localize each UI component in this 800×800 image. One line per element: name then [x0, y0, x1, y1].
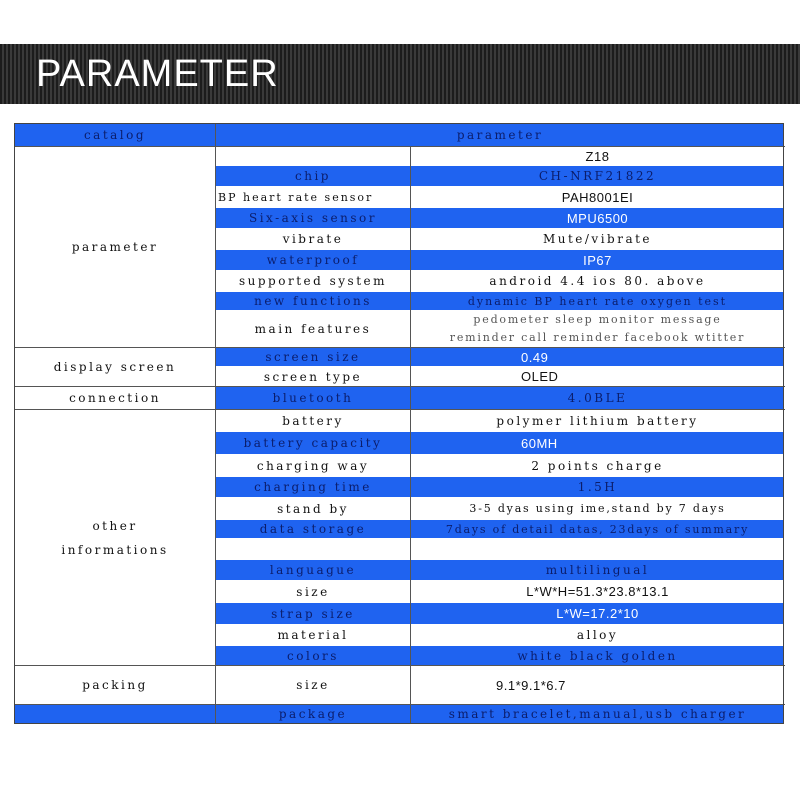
size-label: size — [216, 581, 410, 602]
screen-type-label: screen type — [216, 367, 410, 386]
size-value: L*W*H=51.3*23.8*13.1 — [411, 581, 784, 602]
chip-value: CH-NRF21822 — [411, 166, 784, 186]
bp-sensor-label: BP heart rate sensor — [216, 187, 410, 207]
group-packing: packing — [15, 666, 215, 704]
group-connection: connection — [15, 387, 215, 409]
divider-other — [15, 665, 785, 666]
screen-type-value: OLED — [411, 367, 784, 386]
divider-parameter — [15, 347, 785, 348]
stand-by-value: 3-5 dyas using ime,stand by 7 days — [411, 498, 784, 519]
waterproof-label: waterproof — [216, 250, 410, 270]
screen-size-label: screen size — [216, 348, 410, 366]
group-other-line-2: informations — [61, 542, 169, 557]
catalog-header: catalog — [15, 124, 215, 146]
main-features-value — [411, 311, 784, 347]
divider-head — [15, 146, 785, 147]
strap-size-value: L*W=17.2*10 — [411, 603, 784, 624]
main-features-line-2: reminder call reminder facebook wtitter — [449, 331, 746, 344]
bluetooth-value: 4.0BLE — [411, 387, 784, 409]
blank-value — [411, 539, 784, 559]
six-axis-value: MPU6500 — [411, 208, 784, 228]
vibrate-value: Mute/vibrate — [411, 229, 784, 249]
packing-size-value: 9.1*9.1*6.7 — [411, 666, 784, 704]
chip-label: chip — [216, 166, 410, 186]
colors-label: colors — [216, 646, 410, 665]
charging-way-value: 2 points charge — [411, 455, 784, 476]
parameter-header: parameter — [216, 124, 784, 146]
waterproof-value: IP67 — [411, 250, 784, 270]
colors-value: white black golden — [411, 646, 784, 665]
divider-connection — [15, 409, 785, 410]
bp-sensor-value: PAH8001EI — [411, 187, 784, 207]
strap-size-label: strap size — [216, 603, 410, 624]
screen-size-value: 0.49 — [411, 348, 784, 366]
charging-time-label: charging time — [216, 477, 410, 497]
data-storage-label: data storage — [216, 520, 410, 538]
charging-time-value: 1.5H — [411, 477, 784, 497]
group-other-informations — [15, 410, 215, 665]
battery-capacity-value: 60MH — [411, 432, 784, 454]
group-packing-blank — [15, 705, 215, 723]
divider-display — [15, 386, 785, 387]
header-banner — [0, 44, 800, 104]
main-features-line-1: pedometer sleep monitor message — [473, 313, 722, 326]
battery-label: battery — [216, 410, 410, 431]
page-title: PARAMETER — [36, 53, 279, 95]
charging-way-label: charging way — [216, 455, 410, 476]
data-storage-value: 7days of detail datas, 23days of summary — [411, 520, 784, 538]
main-features-label: main features — [216, 311, 410, 347]
language-value: multilingual — [411, 560, 784, 580]
divider-catalog — [215, 123, 216, 724]
supported-system-label: supported system — [216, 271, 410, 291]
package-value: smart bracelet,manual,usb charger — [411, 705, 784, 723]
blank-label — [216, 539, 410, 559]
packing-size-label: size — [216, 666, 410, 704]
model-label — [216, 147, 410, 165]
new-functions-label: new functions — [216, 292, 410, 310]
six-axis-label: Six-axis sensor — [216, 208, 410, 228]
group-other-line-1: other — [92, 518, 138, 533]
package-label: package — [216, 705, 410, 723]
divider-value — [410, 146, 411, 724]
material-label: material — [216, 625, 410, 645]
supported-system-value: android 4.4 ios 80. above — [411, 271, 784, 291]
bluetooth-label: bluetooth — [216, 387, 410, 409]
new-functions-value: dynamic BP heart rate oxygen test — [411, 292, 784, 310]
battery-value: polymer lithium battery — [411, 410, 784, 431]
material-value: alloy — [411, 625, 784, 645]
group-display-screen: display screen — [15, 348, 215, 386]
language-label: languague — [216, 560, 410, 580]
model-value: Z18 — [411, 147, 784, 165]
vibrate-label: vibrate — [216, 229, 410, 249]
divider-packing — [15, 704, 785, 705]
group-parameter: parameter — [15, 147, 215, 347]
battery-capacity-label: battery capacity — [216, 432, 410, 454]
stand-by-label: stand by — [216, 498, 410, 519]
